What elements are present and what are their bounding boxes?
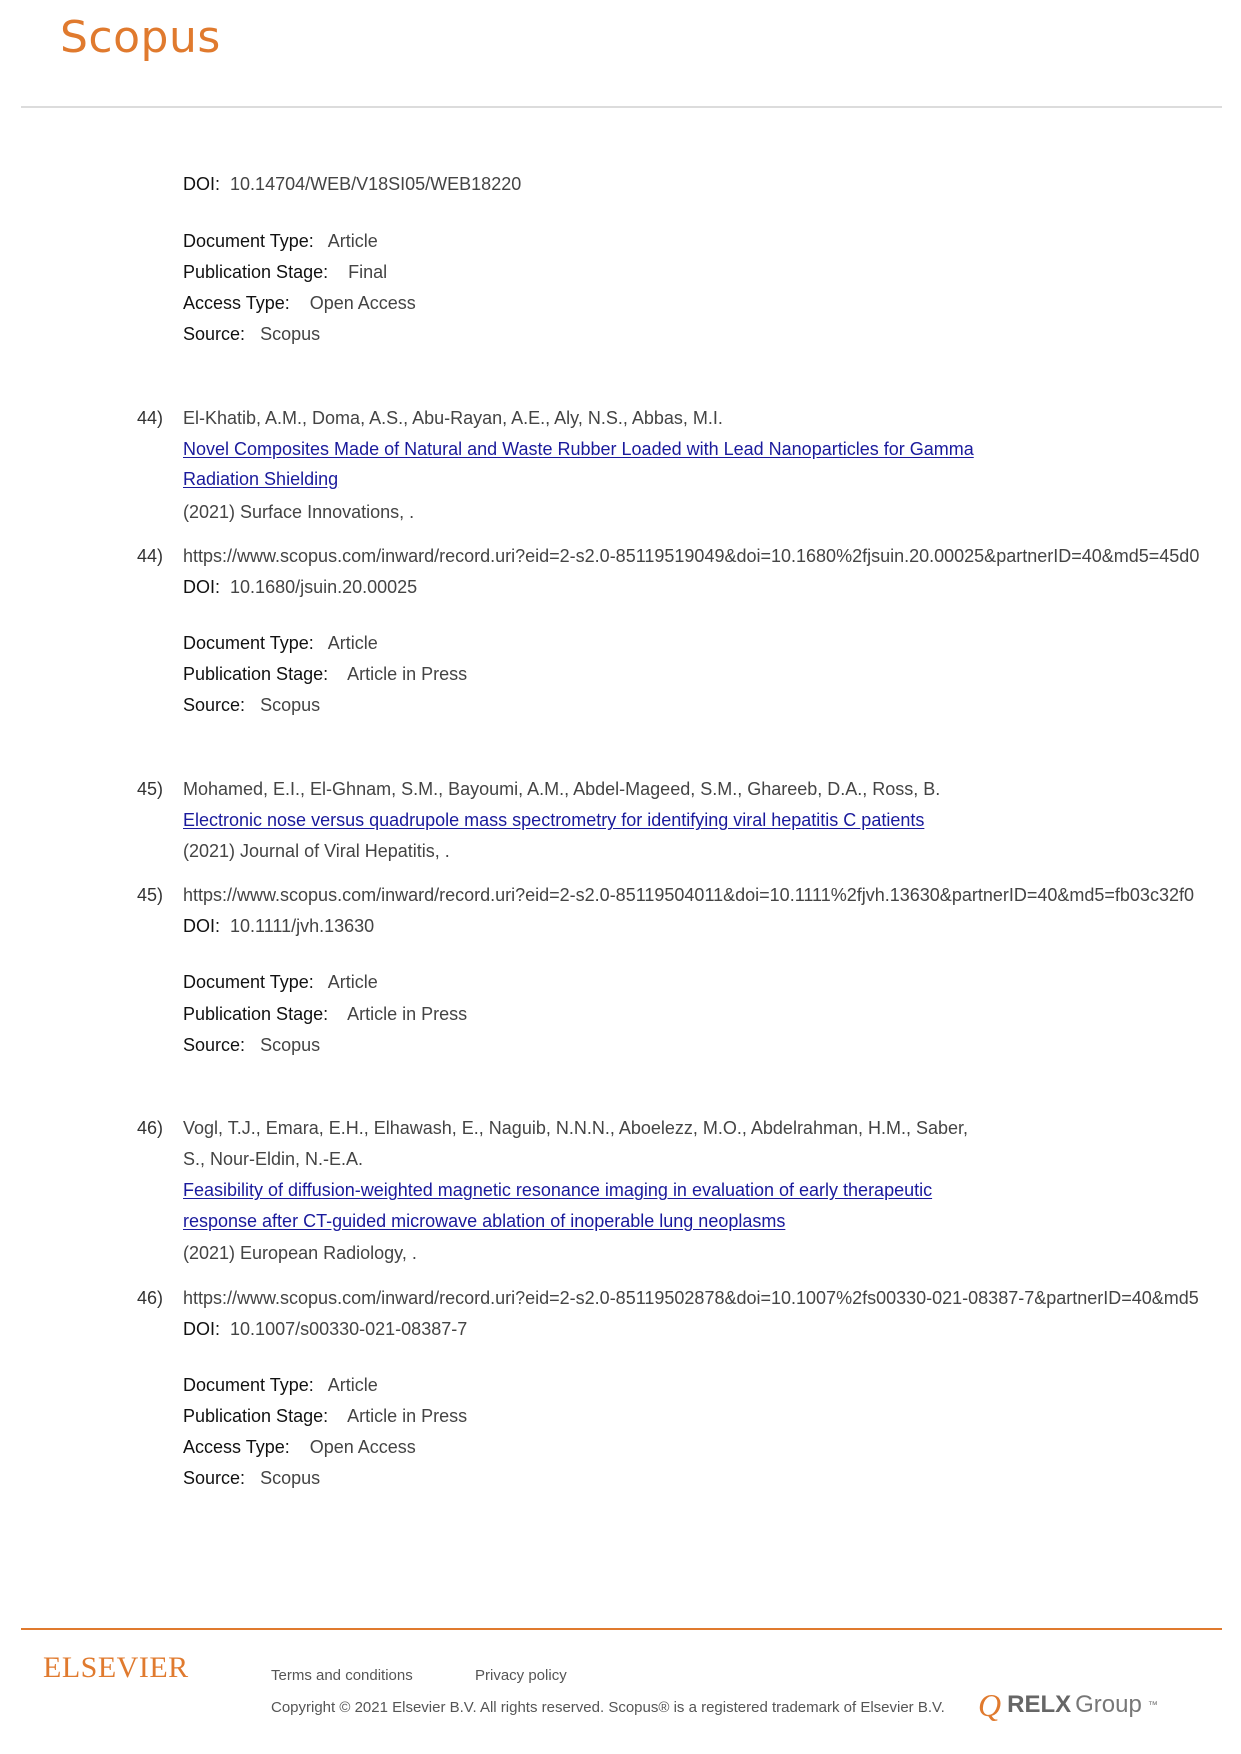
doi-line: [183, 173, 521, 195]
field-document-type: Document Type: Article: [183, 1375, 378, 1395]
entry-title-link[interactable]: Novel Composites Made of Natural and Waste Rubber Loaded with Lead Nanoparticles for Gamma: [183, 439, 974, 459]
entry-number: 45): [137, 779, 164, 799]
doi-line: DOI: 10.1111/jvh.13630: [183, 916, 375, 936]
entry-source: (2021) Surface Innovations, .: [183, 502, 415, 522]
field-source: Source: Scopus: [183, 1468, 321, 1488]
doi-label: DOI:: [183, 174, 221, 194]
privacy-link[interactable]: Privacy policy: [475, 1667, 567, 1684]
field-publication-stage: Publication Stage: Article in Press: [183, 1406, 468, 1426]
header-divider: [21, 106, 1222, 108]
field-access-type: Access Type: Open Access: [183, 1437, 416, 1457]
field-source: Source: Scopus: [183, 695, 321, 715]
field-publication-stage: Publication Stage: Final: [183, 262, 388, 282]
scopus-logo: Scopus: [60, 12, 221, 63]
entry-authors: El-Khatib, A.M., Doma, A.S., Abu-Rayan, A.E., Aly, N.S., Abbas, M.I.: [183, 408, 723, 428]
field-document-type: Document Type: Article: [183, 231, 378, 251]
field-document-type: Document Type: Article: [183, 972, 378, 992]
entry-url: https://www.scopus.com/inward/record.uri?eid=2-s2.0-85119519049&doi=10.1680%2fjsuin.20.00025&partnerID=40&md5=45d0: [183, 546, 1200, 566]
doi-line: DOI: 10.1680/jsuin.20.00025: [183, 577, 418, 597]
entry-authors: S., Nour-Eldin, N.-E.A.: [183, 1149, 364, 1169]
field-publication-stage: Publication Stage: Article in Press: [183, 1004, 468, 1024]
doi-line: DOI: 10.1007/s00330-021-08387-7: [183, 1319, 468, 1339]
entry-url: https://www.scopus.com/inward/record.uri?eid=2-s2.0-85119504011&doi=10.1111%2fjvh.13630&partnerID=40&md5=fb03c32f0: [183, 885, 1194, 905]
entry-url: https://www.scopus.com/inward/record.uri?eid=2-s2.0-85119502878&doi=10.1007%2fs00330-021-08387-7&partnerID=40&md5: [183, 1288, 1199, 1308]
entry-number: 44): [137, 408, 164, 428]
footer-divider: [21, 1628, 1222, 1630]
terms-link[interactable]: Terms and conditions: [271, 1667, 413, 1684]
entry-title-link[interactable]: response after CT-guided microwave ablation of inoperable lung neoplasms: [183, 1211, 786, 1231]
entry-url-number: 44): [137, 546, 164, 566]
doi-value: 10.14704/WEB/V18SI05/WEB18220: [230, 174, 522, 194]
entry-authors: Vogl, T.J., Emara, E.H., Elhawash, E., Naguib, N.N.N., Aboelezz, M.O., Abdelrahman, H.M., Saber,: [183, 1118, 969, 1138]
field-source: Source: Scopus: [183, 324, 321, 344]
elsevier-logo: ELSEVIER: [43, 1651, 189, 1684]
relx-group-logo: Q RELX Group ™: [978, 1687, 1158, 1723]
entry-url-number: 46): [137, 1288, 164, 1308]
entry-number: 46): [137, 1118, 164, 1138]
entry-title-link[interactable]: Radiation Shielding: [183, 469, 339, 489]
entry-title-link[interactable]: Electronic nose versus quadrupole mass spectrometry for identifying viral hepatitis C patients: [183, 810, 925, 830]
entry-title-link[interactable]: Feasibility of diffusion-weighted magnetic resonance imaging in evaluation of early therapeutic: [183, 1180, 933, 1200]
field-access-type: Access Type: Open Access: [183, 293, 416, 313]
entry-source: (2021) European Radiology, .: [183, 1243, 417, 1263]
relx-mark-icon: Q: [978, 1687, 1002, 1723]
field-publication-stage: Publication Stage: Article in Press: [183, 664, 468, 684]
entry-authors: Mohamed, E.I., El-Ghnam, S.M., Bayoumi, A.M., Abdel-Mageed, S.M., Ghareeb, D.A., Ross, B.: [183, 779, 941, 799]
field-document-type: Document Type: Article: [183, 633, 378, 653]
entry-url-number: 45): [137, 885, 164, 905]
entry-source: (2021) Journal of Viral Hepatitis, .: [183, 841, 450, 861]
copyright-text: Copyright © 2021 Elsevier B.V. All rights reserved. Scopus® is a registered trademark of Elsevier B.V.: [271, 1699, 945, 1716]
field-source: Source: Scopus: [183, 1035, 321, 1055]
